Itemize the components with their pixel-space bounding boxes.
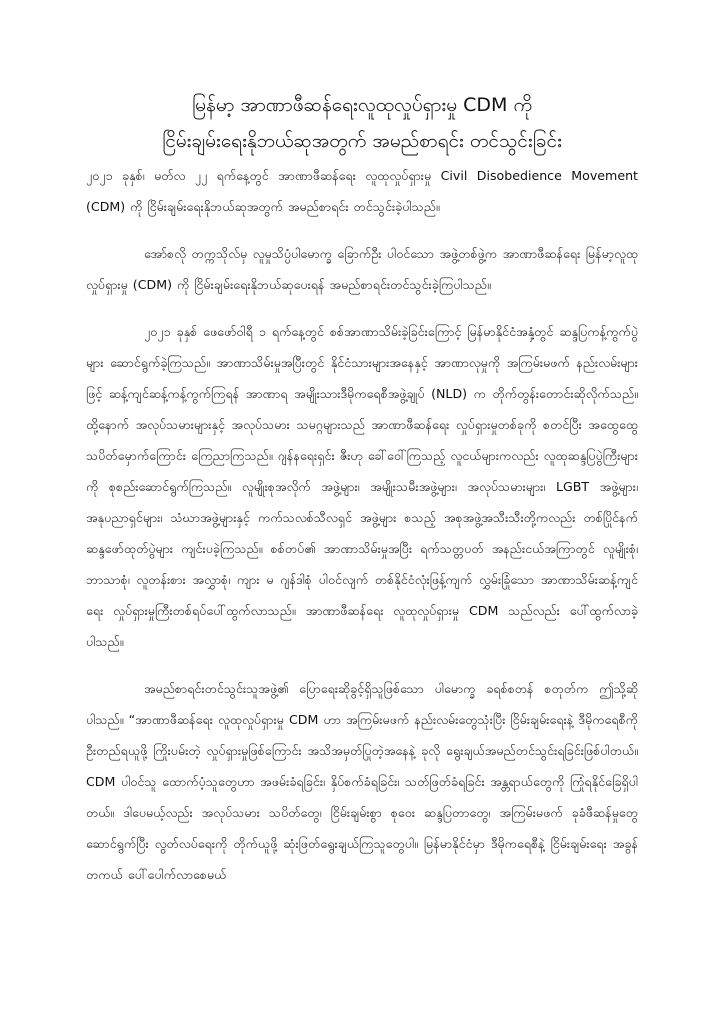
paragraph-intro: ၂၀၂၁ ခုနှစ်၊ မတ်လ ၂၂ ရက်နေ့တွင် အာဏာဖီဆန်ရေး လူထုလှုပ်ရှားမှု Civil Disobedience Movement (CDM) ကို ငြိမ်းချမ်းရေးနိုဘယ်ဆုအတွက် အမည်စာရင်း တင်သွင်းခဲ့ပါသည်။ bbox=[86, 168, 638, 214]
paragraph-nomination: အော်စလို တက္ကသိုလ်မှ လူမှုသိပ္ပံပါမောက္ခ ခြောက်ဦး ပါဝင်သော အဖွဲ့တစ်ဖွဲ့က အာဏာဖီဆန်ရေး မြန်မာ့လူထုလှုပ်ရှားမှု (CDM) ကို ငြိမ်းချမ်းရေးနိုဘယ်ဆုပေးရန် အမည်စာရင်းတင်သွင်းခဲ့ကြပါသည်။ bbox=[86, 246, 638, 292]
paragraph-background: ၂၀၂၁ ခုနှစ် ဖေဖော်ဝါရီ ၁ ရက်နေ့တွင် စစ်အာဏာသိမ်းခဲ့ခြင်းကြောင့် မြန်မာနိုင်ငံအနှံ့တွင် ဆန္ဒပြကန့်ကွက်ပွဲများ ဆောင်ရွက်ခဲ့ကြသည်။ အာဏာသိမ်းမှုအပြီးတွင် နိုင်ငံသားများအနေနှင့် အာဏာလုမှုကို အကြမ်းမဖက် နည်းလမ်းများဖြင့် ဆန့်ကျင်ဆန့်ကန့်ကွက်ကြရန် အာဏာရ အမျိုးသားဒီမိုကရေစီအဖွဲ့ချုပ် (NLD) က တိုက်တွန်းတောင်းဆိုလိုက်သည်။ ထို့နောက် အလုပ်သမားများနှင့် အလုပ်သမား သမဂ္ဂများသည် အာဏာဖီဆန်ရေး လှုပ်ရှားမှုတစ်ခုကို စတင်ပြီး အထွေထွေသပိတ်မှောက်ကြောင်း ကြေညာကြသည်။ ဂျန်နရေးရှင်း ဇီးဟု ခေါ်ဝေါ်ကြသည့် လူငယ်များကလည်း လူထုဆန္ဒပြပွဲကြီးများကို စုစည်းဆောင်ရွက်ကြသည်။ လူမျိုးစုအလိုက် အဖွဲ့များ၊ အမျိုးသမီးအဖွဲ့များ၊ အလုပ်သမားများ၊ LGBT အဖွဲ့များ၊ အနုပညာရှင်များ၊ သံဃာအဖွဲ့များနှင့် ကက်သလစ်သီလရှင် အဖွဲ့များ စသည့် အစုအဖွဲ့အသီးသီးတို့ကလည်း တစ်ပြိုင်နက် ဆန္ဒဖော်ထုတ်ပွဲများ ကျင်းပခဲ့ကြသည်။ စစ်တပ်၏ အာဏာသိမ်းမှုအပြီး ရက်သတ္တပတ် အနည်းငယ်အကြာတွင် လူမျိုးစုံ၊ ဘာသာစုံ၊ လူတန်းစား အလွှာစုံ၊ ကျား မ ဂျန်ဒါစုံ ပါဝင်လျက် တစ်နိုင်ငံလုံးဖြန့်ကျက် လွှမ်းခြုံသော အာဏာသိမ်းဆန့်ကျင်ရေး လှုပ်ရှားမှုကြီးတစ်ရပ်ပေါ်ထွက်လာသည်။ အာဏာဖီဆန်ရေး လူထုလှုပ်ရှားမှု CDM သည်လည်း ပေါ်ထွက်လာခဲ့ပါသည်။ bbox=[86, 324, 638, 649]
paragraph-quote: အမည်စာရင်းတင်သွင်းသူအဖွဲ့၏ ပြောရေးဆိုခွင့်ရှိသူဖြစ်သော ပါမောက္ခ ခရစ်စတန် စတုတ်က ဤသို့ဆိုပါသည်။ “အာဏာဖီဆန်ရေး လူထုလှုပ်ရှားမှု CDM ဟာ အကြမ်းမဖက် နည်းလမ်းတွေသုံးပြီး ငြိမ်းချမ်းရေးနဲ့ ဒီမိုကရေစီကို ဦးတည်ရယူဖို့ ကြိုးပမ်းတဲ့ လှုပ်ရှားမှုဖြစ်ကြောင်း အသိအမှတ်ပြုတဲ့အနေနဲ့ ခုလို ရွေးချယ်အမည်တင်သွင်းရခြင်းဖြစ်ပါတယ်။ CDM ပါဝင်သူ ထောက်ပံ့သူတွေဟာ အဖမ်းခံရခြင်း၊ နှိပ်စက်ခံရခြင်း၊ သတ်ဖြတ်ခံရခြင်း အန္တရာယ်တွေကို ကြုံရနိုင်ခြေရှိပါတယ်။ ဒါပေမယ့်လည်း အလုပ်သမား သပိတ်တွေ၊ ငြိမ်းချမ်းစွာ စုဝေး ဆန္ဒပြတာတွေ၊ အကြမ်းမဖက် ခုခံဖီဆန်မှုတွေဆောင်ရွက်ပြီး လွတ်လပ်ရေးကို တိုက်ယူဖို့ ဆုံးဖြတ်ရွေးချယ်ကြသူတွေပါ။ မြန်မာနိုင်ငံမှာ ဒီမိုကရေစီနဲ့ ငြိမ်းချမ်းရေး အခွန်တကယ် ပေါ်ပေါက်လာစေမယ် bbox=[86, 681, 638, 882]
document-title-line-2: ငြိမ်းချမ်းရေးနိုဘယ်ဆုအတွက် အမည်စာရင်း တင်သွင်းခြင်း bbox=[162, 130, 562, 152]
document-title-line-1: မြန်မာ့ အာဏာဖီဆန်ရေးလူထုလှုပ်ရှားမှု CDM ကို bbox=[191, 94, 533, 116]
